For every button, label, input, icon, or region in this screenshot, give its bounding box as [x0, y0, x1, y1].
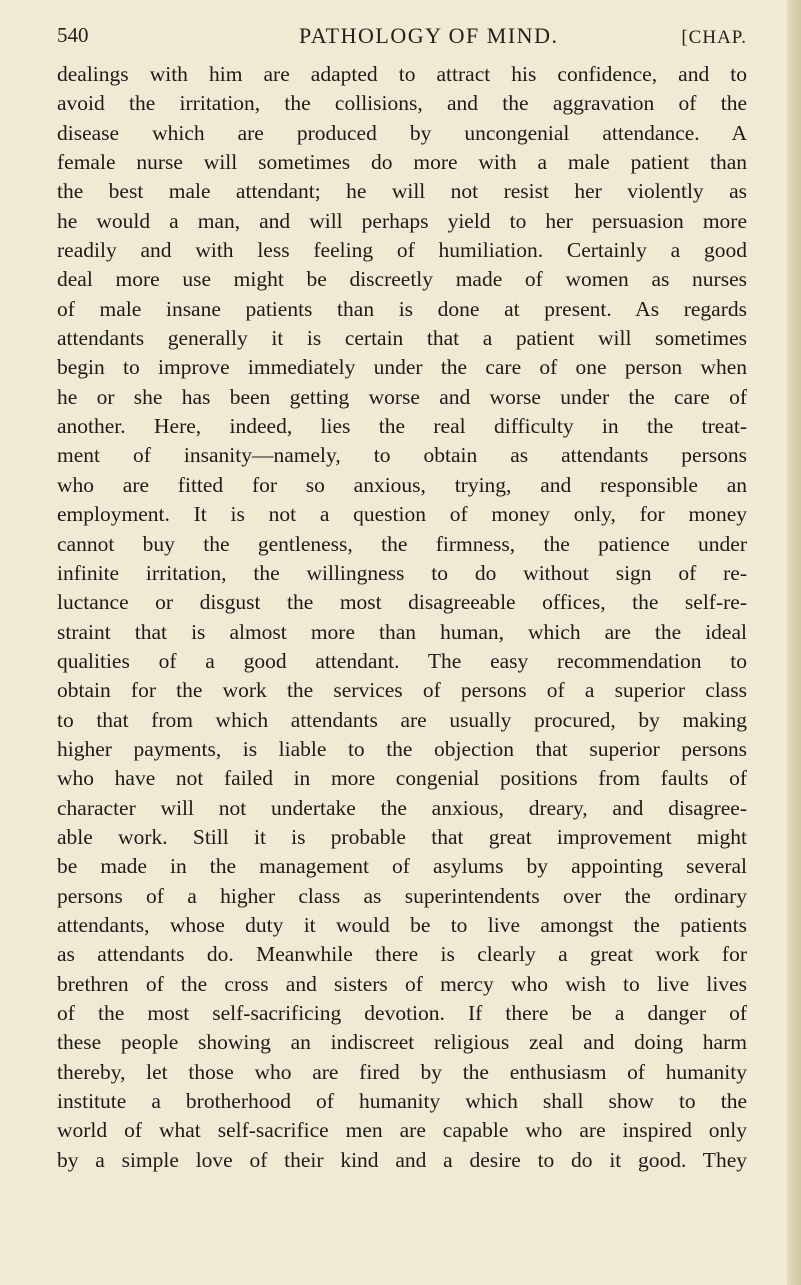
- text-line: dealings with him are adapted to attract his confidence, and to: [57, 62, 747, 86]
- running-title: PATHOLOGY OF MIND.: [299, 23, 559, 48]
- text-line: these people showing an indiscreet religious zeal and doing harm: [57, 1030, 747, 1055]
- text-line: character will not undertake the anxious, dreary, and disagree-: [57, 795, 747, 820]
- text-line: able work. Still it is probable that great improvement might: [57, 824, 747, 849]
- text-line: who have not failed in more congenial positions from faults of: [57, 766, 747, 791]
- text-line: luctance or disgust the most disagreeable offices, the self-re-: [57, 590, 747, 615]
- text-line: higher payments, is liable to the objection that superior persons: [57, 736, 747, 761]
- text-line: of the most self-sacrificing devotion. If there be a danger of: [57, 1001, 747, 1025]
- text-line: to that from which attendants are usually procured, by making: [57, 707, 747, 732]
- text-line: attendants generally it is certain that a patient will sometimes: [57, 326, 747, 351]
- text-line: he would a man, and will perhaps yield to her persuasion more: [57, 208, 747, 233]
- body-text: [57, 60, 747, 1175]
- text-line: employment. It is not a question of money only, for money: [57, 502, 747, 527]
- text-line: obtain for the work the services of persons of a superior class: [57, 678, 747, 703]
- text-line: he or she has been getting worse and worse under the care of: [57, 384, 747, 409]
- text-line: cannot buy the gentleness, the firmness, the patience under: [57, 531, 747, 556]
- text-line: avoid the irritation, the collisions, and the aggravation of the: [57, 91, 747, 116]
- text-line: another. Here, indeed, lies the real difficulty in the treat-: [57, 414, 747, 439]
- page-edge: [787, 0, 801, 1285]
- text-line: straint that is almost more than human, which are the ideal: [57, 619, 747, 644]
- text-line: persons of a higher class as superintendents over the ordinary: [57, 883, 747, 908]
- text-line: who are fitted for so anxious, trying, and responsible an: [57, 472, 747, 497]
- text-line: begin to improve immediately under the care of one person when: [57, 355, 747, 380]
- text-line: readily and with less feeling of humiliation. Certainly a good: [57, 238, 747, 263]
- text-line: attendants, whose duty it would be to live amongst the patients: [57, 912, 747, 937]
- text-line: the best male attendant; he will not resist her violently as: [57, 179, 747, 204]
- running-header: [57, 20, 747, 56]
- text-line: world of what self-sacrifice men are capable who are inspired only: [57, 1118, 747, 1143]
- text-line: ment of insanity—namely, to obtain as attendants persons: [57, 443, 747, 468]
- text-line: infinite irritation, the willingness to do without sign of re-: [57, 560, 747, 585]
- text-line: deal more use might be discreetly made of women as nurses: [57, 267, 747, 292]
- text-line: thereby, let those who are fired by the enthusiasm of humanity: [57, 1059, 747, 1084]
- text-line: by a simple love of their kind and a desire to do it good. They: [57, 1147, 747, 1172]
- text-line: qualities of a good attendant. The easy recommendation to: [57, 648, 747, 673]
- text-line: disease which are produced by uncongenial attendance. A: [57, 120, 747, 145]
- text-line: of male insane patients than is done at present. As regards: [57, 296, 747, 321]
- text-line: be made in the management of asylums by appointing several: [57, 854, 747, 879]
- text-line: as attendants do. Meanwhile there is clearly a great work for: [57, 942, 747, 967]
- text-line: institute a brotherhood of humanity which shall show to the: [57, 1089, 747, 1114]
- chapter-marker: [CHAP.: [681, 27, 747, 48]
- page-number: 540: [57, 23, 89, 47]
- text-line: brethren of the cross and sisters of mercy who wish to live lives: [57, 971, 747, 996]
- text-line: female nurse will sometimes do more with a male patient than: [57, 150, 747, 175]
